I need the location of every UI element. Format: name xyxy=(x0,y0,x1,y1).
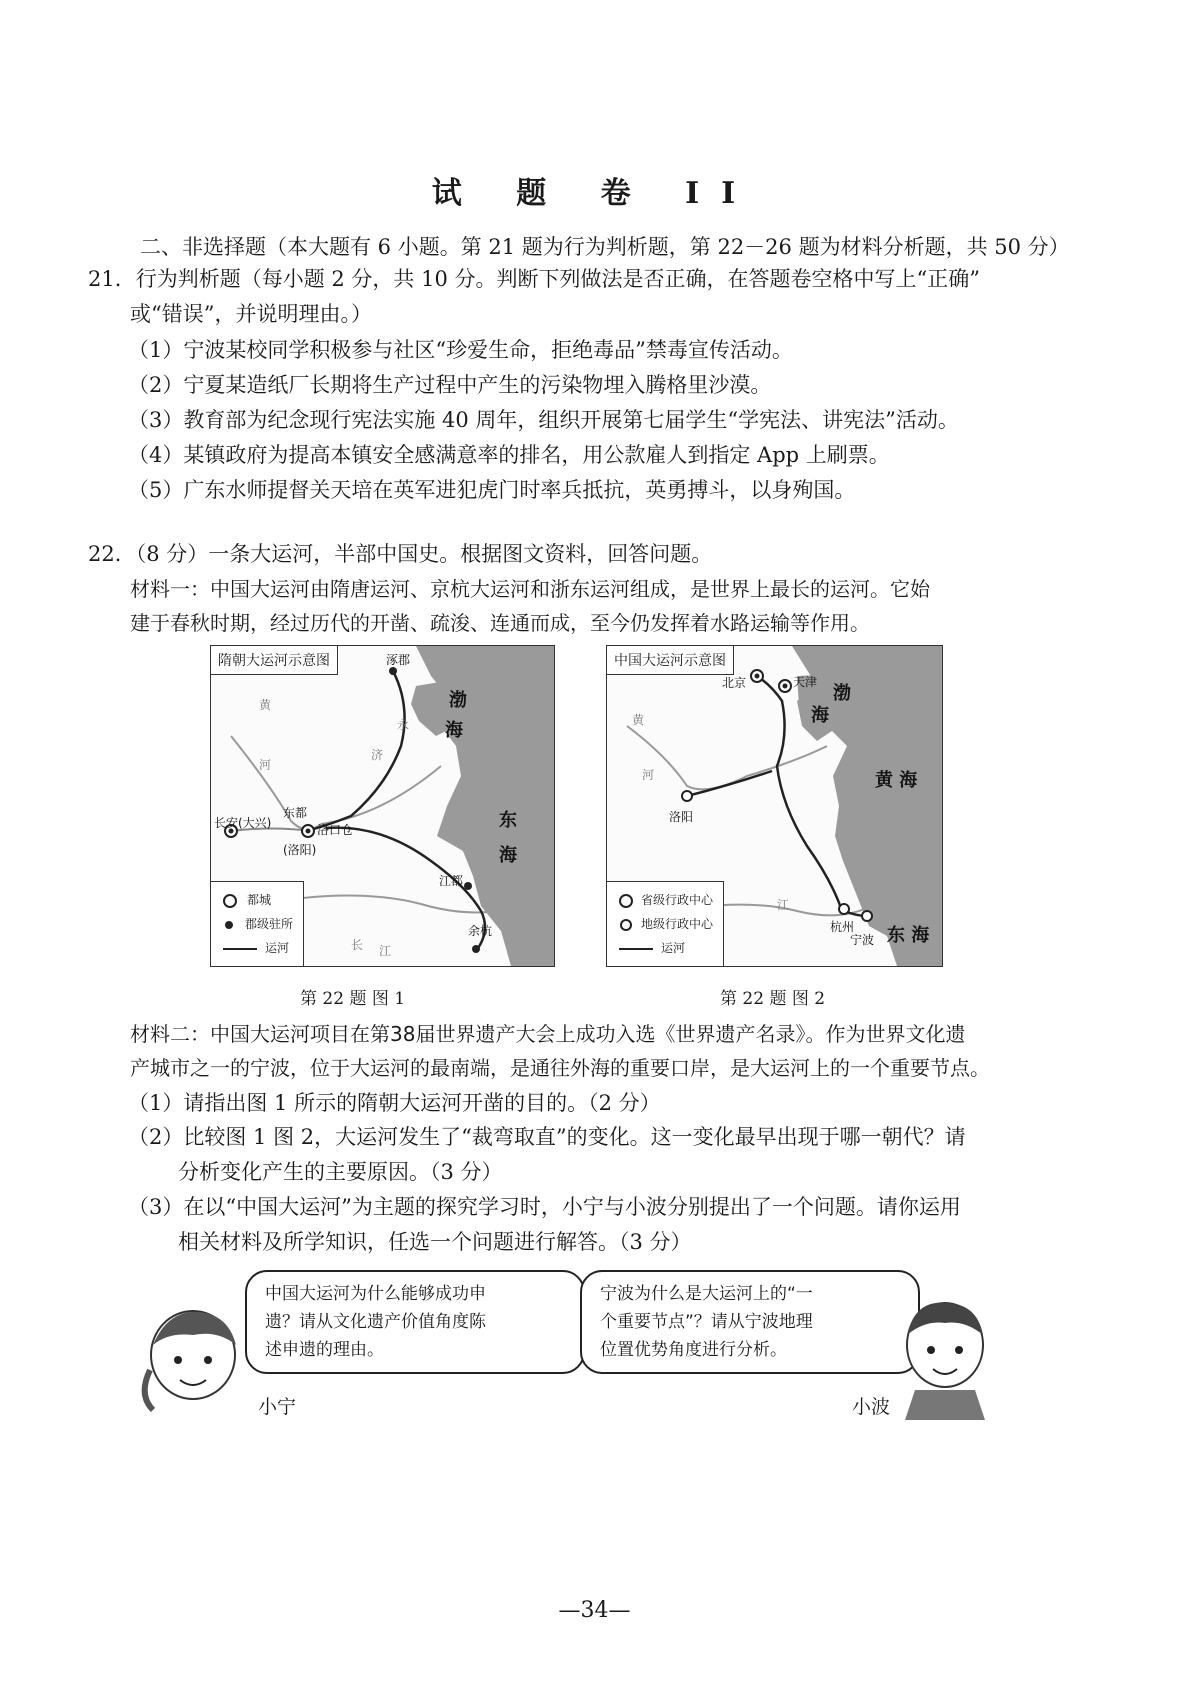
q22-sub-3-line-2: 相关材料及所学知识，任选一个问题进行解答。（3 分） xyxy=(178,1230,692,1254)
map2-label-huang: 黄 xyxy=(632,713,645,727)
q22-material2-line-2: 产城市之一的宁波，位于大运河的最南端，是通往外海的重要口岸，是大运河上的一个重要节点。 xyxy=(130,1056,990,1080)
speech-bubble-xiaoning xyxy=(245,1270,585,1374)
q21-item-4: （4）某镇政府为提高本镇安全感满意率的排名，用公款雇人到指定 App 上刷票。 xyxy=(128,443,890,467)
map2-label-bohai-2: 海 xyxy=(811,705,829,726)
q22-sub-1: （1）请指出图 1 所示的隋朝大运河开凿的目的。（2 分） xyxy=(128,1091,661,1115)
q21-item-5: （5）广东水师提督关天培在英军进犯虎门时率兵抵抗，英勇搏斗，以身殉国。 xyxy=(128,478,856,502)
map2-label-ningbo: 宁波 xyxy=(850,933,875,947)
q22-material1-line-2: 建于春秋时期，经过历代的开凿、疏浚、连通而成，至今仍发挥着水路运输等作用。 xyxy=(130,611,870,635)
map1-label-donghai-2: 海 xyxy=(499,845,517,866)
map2-legend-province: 省级行政中心 xyxy=(641,893,714,907)
q21-item-1: （1）宁波某校同学积极参与社区“珍爱生命，拒绝毒品”禁毒宣传活动。 xyxy=(128,338,793,362)
q22-sub-3-line-1: （3）在以“中国大运河”为主题的探究学习时，小宁与小波分别提出了一个问题。请你运用 xyxy=(128,1195,961,1219)
map2-legend-prefecture: 地级行政中心 xyxy=(641,917,714,931)
map2-label-jiang: 江 xyxy=(777,898,790,912)
map1-title: 隋朝大运河示意图 xyxy=(211,646,338,675)
bubble-left-line-2: 遗？请从文化遗产价值角度陈 xyxy=(265,1312,486,1332)
q21-item-2: （2）宁夏某造纸厂长期将生产过程中产生的污染物埋入腾格里沙漠。 xyxy=(128,373,772,397)
page-title: 试 题 卷 II xyxy=(431,176,758,211)
map1-label-ji: 济 xyxy=(371,748,384,762)
map-sui-canal xyxy=(210,645,555,967)
q21-line-2: 或“错误”，并说明理由。） xyxy=(130,302,372,326)
map2-title: 中国大运河示意图 xyxy=(607,646,734,675)
kid-name-xiaoning: 小宁 xyxy=(258,1396,297,1418)
map2-label-luoyang: 洛阳 xyxy=(669,810,694,824)
map1-legend-canal: 运河 xyxy=(265,941,290,955)
map2-label-he: 河 xyxy=(642,768,655,782)
map1-legend xyxy=(211,881,304,966)
map1-label-jiangdu: 江都 xyxy=(439,874,464,888)
map2-label-donghai: 东 海 xyxy=(887,925,930,946)
map1-label-jiang: 江 xyxy=(379,944,392,958)
q21-item-3: （3）教育部为纪念现行宪法实施 40 周年，组织开展第七届学生“学宪法、讲宪法”活动。 xyxy=(128,408,959,432)
map1-label-yong: 永 xyxy=(397,718,410,732)
map2-label-tianjin: 天津 xyxy=(793,675,818,689)
map2-label-hangzhou: 杭州 xyxy=(830,920,855,934)
q22-intro: 22．（8 分）一条大运河，半部中国史。根据图文资料，回答问题。 xyxy=(88,542,713,566)
q22-material2-line-1: 材料二：中国大运河项目在第38届世界遗产大会上成功入选《世界遗产名录》。作为世界文化遗 xyxy=(130,1022,966,1046)
map1-caption: 第 22 题 图 1 xyxy=(300,989,406,1009)
bubble-right-line-1: 宁波为什么是大运河上的“一 xyxy=(600,1284,813,1304)
map2-label-huanghai: 黄 海 xyxy=(875,770,918,791)
map2-legend xyxy=(607,881,724,966)
kid-name-xiaobo: 小波 xyxy=(852,1396,891,1418)
page-number: —34— xyxy=(558,1598,631,1623)
map1-label-bohai-1: 渤 xyxy=(449,690,467,711)
bubble-left-line-3: 述申遗的理由。 xyxy=(265,1340,384,1360)
map1-label-zhuojun: 涿郡 xyxy=(386,653,411,667)
q22-sub-2-line-1: （2）比较图 1 图 2，大运河发生了“裁弯取直”的变化。这一变化最早出现于哪一朝代？请 xyxy=(128,1125,966,1149)
map1-label-dongdu: 东都 xyxy=(283,806,308,820)
bubble-right-line-2: 个重要节点”？请从宁波地理 xyxy=(600,1312,813,1332)
boy-illustration xyxy=(895,1295,995,1420)
q22-sub-2-line-2: 分析变化产生的主要原因。（3 分） xyxy=(178,1160,503,1184)
map1-label-huang: 黄 xyxy=(259,698,272,712)
map2-label-beijing: 北京 xyxy=(722,676,747,690)
q21-line-1: 21．行为判析题（每小题 2 分，共 10 分。判断下列做法是否正确，在答题卷空格中写上“正确” xyxy=(88,267,980,291)
map1-label-he: 河 xyxy=(259,758,272,772)
map1-label-luoyang: (洛阳) xyxy=(283,843,317,857)
map1-legend-capital: 都城 xyxy=(247,893,272,907)
bubble-left-line-1: 中国大运河为什么能够成功申 xyxy=(265,1284,486,1304)
map-china-grand-canal xyxy=(606,645,943,967)
map1-label-donghai-1: 东 xyxy=(499,810,517,831)
section-heading: 二、非选择题（本大题有 6 小题。第 21 题为行为判析题，第 22－26 题为材料分析题，共 50 分） xyxy=(140,235,1070,259)
speech-bubble-xiaobo xyxy=(580,1270,920,1374)
map1-label-luokoucang: 洛口仓 xyxy=(317,823,354,837)
bubble-right-line-3: 位置优势角度进行分析。 xyxy=(600,1340,787,1360)
map1-label-bohai-2: 海 xyxy=(445,720,463,741)
map2-label-bohai-1: 渤 xyxy=(833,683,851,704)
girl-illustration xyxy=(138,1300,248,1420)
map1-label-chang: 长 xyxy=(351,938,364,952)
map1-legend-prefecture: 郡级驻所 xyxy=(245,917,294,931)
map2-legend-canal: 运河 xyxy=(661,941,686,955)
q22-material1-line-1: 材料一：中国大运河由隋唐运河、京杭大运河和浙东运河组成，是世界上最长的运河。它始 xyxy=(130,577,930,601)
map2-caption: 第 22 题 图 2 xyxy=(720,989,826,1009)
map1-label-yuhang: 余杭 xyxy=(468,924,493,938)
map1-label-changan: 长安(大兴) xyxy=(214,816,272,830)
